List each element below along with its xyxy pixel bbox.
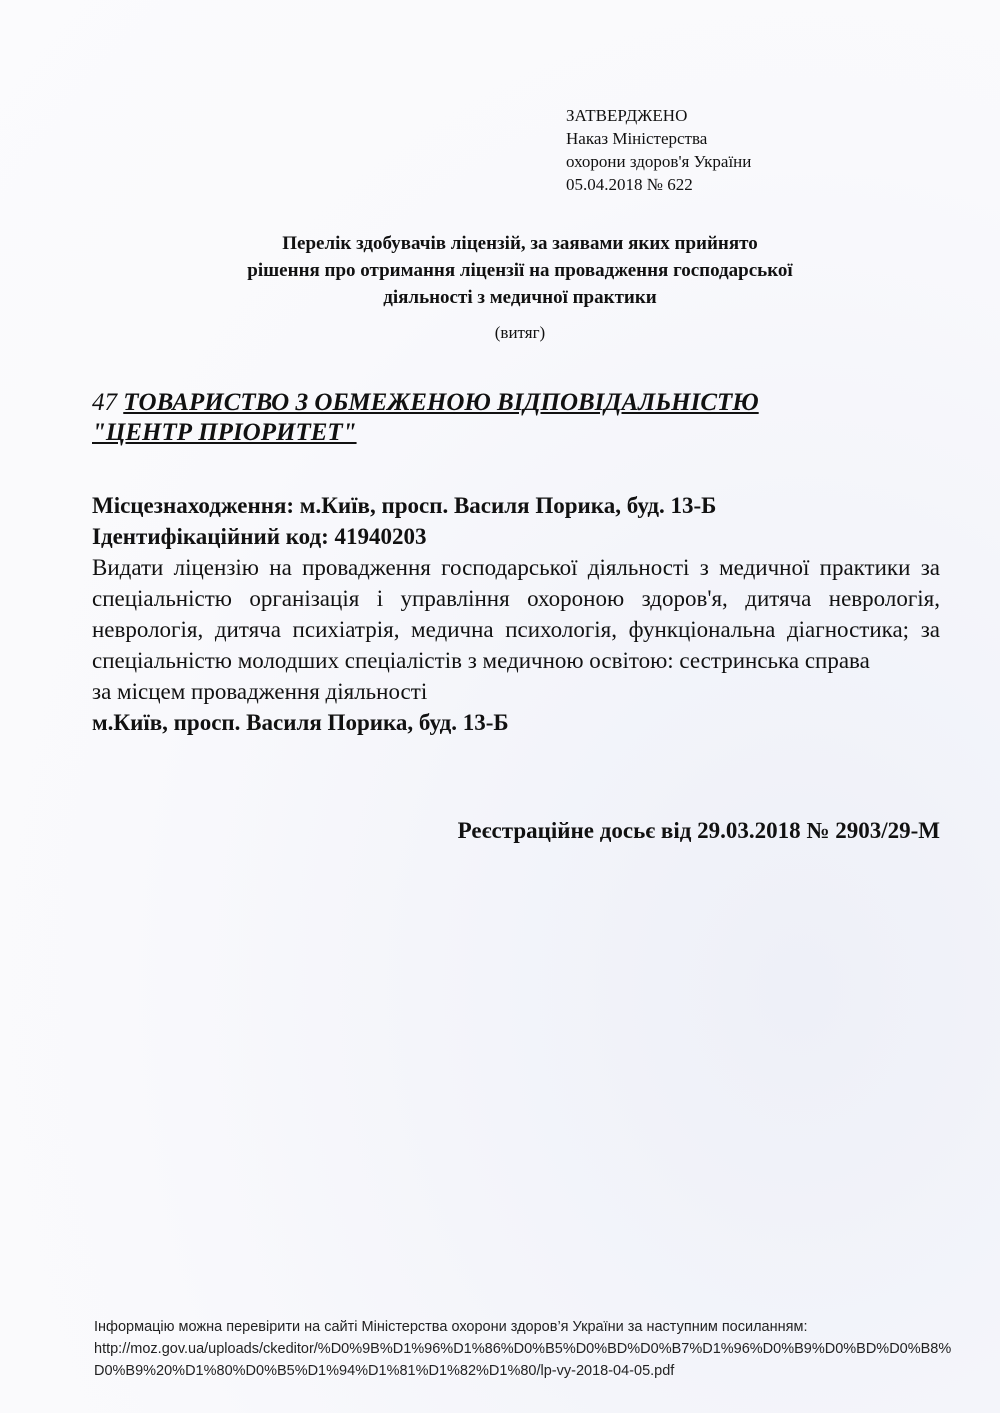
- approval-order: Наказ Міністерства: [566, 129, 708, 148]
- company-heading: [92, 388, 759, 448]
- company-details: [92, 490, 940, 738]
- footer-link[interactable]: http://moz.gov.ua/uploads/ckeditor/%D0%9B%D1%96%D1%86%D0%B5%D0%BD%D0%B7%D1%96%D0%B9%D0%BD%D0%B8%D0%B9%20%D1%80%D0%B5%D1%94%D1%81%D1%82%D1%80/lp-vy-2018-04-05.pdf: [94, 1341, 952, 1379]
- approval-stamp: [566, 104, 751, 196]
- company-id-code: Ідентифікаційний код: 41940203: [92, 524, 427, 549]
- company-name-line-2: "ЦЕНТР ПРІОРИТЕТ": [92, 419, 357, 446]
- place-address: м.Київ, просп. Василя Порика, буд. 13-Б: [92, 710, 509, 735]
- document-subtitle: (витяг): [494, 323, 546, 342]
- place-label: за місцем провадження діяльності: [92, 679, 428, 704]
- approval-ministry: охорони здоров'я України: [566, 152, 752, 171]
- title-line-3: діяльності з медичної практики: [383, 287, 657, 308]
- footer-note: [94, 1316, 954, 1382]
- footer-text: Інформацію можна перевірити на сайті Міністерства охорони здоров’я України за наступним посиланням:: [94, 1319, 808, 1335]
- registration-dossier: Реєстраційне досьє від 29.03.2018 № 2903/29-М: [457, 818, 940, 843]
- company-location: Місцезнаходження: м.Київ, просп. Василя Порика, буд. 13-Б: [92, 493, 717, 518]
- license-decision: Видати ліцензію на провадження господарської діяльності з медичної практики за спеціальністю організація і управління охороною здоров'я, дитяча неврологія, неврологія, дитяча психіатрія, медична психологія, функціональна діагностика; за спеціальністю молодших спеціалістів з медичною освітою: сестринська справа: [92, 555, 940, 673]
- entry-number: 47: [92, 389, 117, 416]
- approval-date: 05.04.2018 № 622: [566, 175, 693, 194]
- title-line-2: рішення про отримання ліцензії на провадження господарської: [247, 260, 793, 281]
- document-title: [100, 230, 940, 311]
- approval-title: ЗАТВЕРДЖЕНО: [566, 106, 688, 125]
- title-line-1: Перелік здобувачів ліцензій, за заявами яких прийнято: [282, 233, 758, 254]
- company-name-line-1: ТОВАРИСТВО З ОБМЕЖЕНОЮ ВІДПОВІДАЛЬНІСТЮ: [123, 389, 759, 416]
